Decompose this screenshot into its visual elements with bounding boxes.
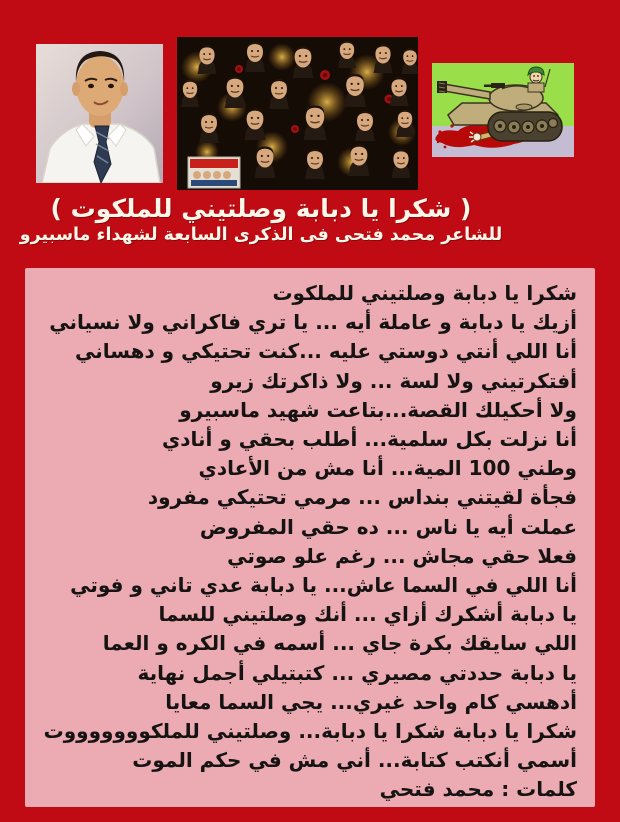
martyrs-collage-illustration [177,37,418,190]
poem-line: عملت أيه يا ناس ... ده حقي المفروض [199,514,577,539]
poem-line: شكرا يا دبابة شكرا يا دبابة... وصلتيني للملكوووووووت [43,719,577,744]
martyrs-collage [177,37,418,190]
poem-box [25,268,595,807]
poem-line: أزيك يا دبابة و عاملة أيه ... يا تري فاكراني ولا نسياني [49,310,577,335]
poet-photo [36,44,163,183]
poem-line: أفتكرتيني ولا لسة ... ولا ذاكرتك زيرو [210,368,577,393]
poem-line: اللي سايقك بكرة جاي ... أسمه في الكره و العما [102,631,577,656]
poem-line: يا دبابة أشكرك أزاي ... أنك وصلتيني للسما [158,602,577,627]
poem-line: شكرا يا دبابة وصلتيني للملكوت [272,281,577,305]
poem-line: أدهسي كام واحد غيري... يجي السما معايا [165,689,577,714]
tank-cartoon [432,63,574,157]
poster-subtitle: للشاعر محمد فتحى فى الذكرى السابعة لشهداء ماسبيرو [19,225,503,246]
poem-line: وطني 100 المية... أنا مش من الأعادي [198,456,577,481]
poem-credit: كلمات : محمد فتحي [379,777,577,802]
poster-title: ( شكرا يا دبابة وصلتيني للملكوت ) [50,194,472,223]
memorial-card [188,157,240,188]
poem-line: ولا أحكيلك القصة...بتاعت شهيد ماسبيرو [179,397,577,422]
poem-line: أسمي أنكتب كتابة... أني مش في حكم الموت [132,748,577,773]
poem-line: أنا اللي في السما عاش... يا دبابة عدي تاني و فوتي [70,573,577,598]
poem-line: فعلا حقي مجاش ... رغم علو صوتي [227,543,577,568]
title-block [0,193,522,245]
poem-line: فجأة لقيتني بنداس ... مرمي تحتيكي مفرود [147,485,577,510]
poem-line: أنا اللي أنتي دوستي عليه ...كنت تحتيكي و دهساني [74,339,577,364]
poem-line: أنا نزلت بكل سلمية... أطلب بحقي و أنادي [161,427,577,452]
poet-photo-illustration [36,44,163,183]
poem-line: يا دبابة حددتي مصيري ... كتبتيلي أجمل نهاية [137,660,577,685]
tank-cartoon-illustration [432,63,574,157]
poem-lines [37,279,577,775]
